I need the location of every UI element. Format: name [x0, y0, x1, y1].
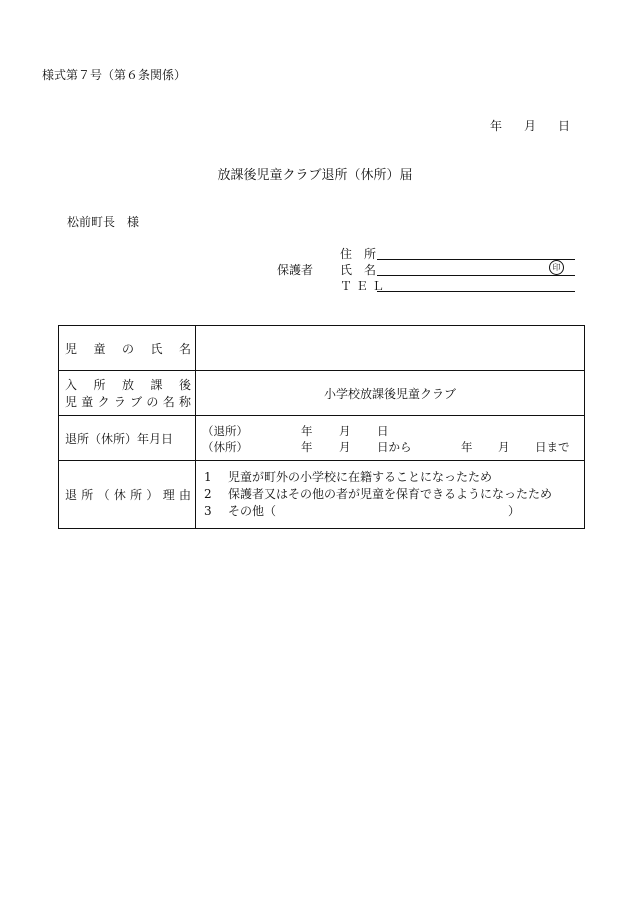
leave-year: 年 [301, 440, 313, 454]
reason-other-close: ） [508, 504, 521, 518]
reason-text: 児童が町外の小学校に在籍することになったため [228, 470, 493, 484]
reason-number: 2 [204, 487, 212, 501]
tel-label: ＴＥＬ [340, 279, 389, 293]
reason-text: 保護者又はその他の者が児童を保育できるようになったため [228, 487, 553, 501]
leave-month: 月 [339, 440, 351, 454]
reason-number: 3 [204, 504, 212, 518]
child-name-label: 児 童 の 氏 名 [59, 326, 196, 371]
date-day-label: 日 [558, 119, 571, 133]
reason-option-3[interactable] [204, 503, 576, 520]
date-year-label: 年 [490, 119, 503, 133]
document-title: 放課後児童クラブ退所（休所）届 [217, 168, 413, 183]
address-field[interactable] [377, 246, 575, 260]
leave-label: （休所） [202, 440, 248, 454]
leave-year-to: 年 [461, 440, 473, 454]
reason-options [196, 461, 585, 529]
withdrawal-day: 日 [377, 424, 389, 438]
address-label: 住 所 [340, 247, 377, 261]
name-field[interactable] [377, 262, 575, 276]
reason-option-2[interactable] [204, 486, 576, 503]
leave-day-from: 日から [377, 440, 412, 454]
form-number: 様式第７号（第６条関係） [42, 68, 187, 82]
club-name-value[interactable]: 小学校放課後児童クラブ [196, 371, 585, 416]
name-label: 氏 名 [340, 263, 377, 277]
date-row [59, 416, 585, 461]
addressee [67, 213, 139, 230]
addressee-honorific: 様 [127, 215, 140, 229]
withdrawal-label: （退所） [202, 424, 248, 438]
child-name-field[interactable] [196, 326, 585, 371]
leave-day-to: 日まで [535, 440, 570, 454]
child-name-row [59, 326, 585, 371]
club-name-label: 入 所 放 課 後 児 童 ク ラ ブ の 名 称 [59, 371, 196, 416]
tel-field[interactable] [377, 278, 575, 292]
withdrawal-month: 月 [339, 424, 351, 438]
withdrawal-form-table [58, 325, 585, 529]
seal-mark: 印 [549, 260, 564, 275]
reason-text: その他（ [228, 504, 277, 518]
reason-row [59, 461, 585, 529]
guardian-label: 保護者 [277, 263, 314, 277]
club-name-row [59, 371, 585, 416]
date-month-label: 月 [524, 119, 537, 133]
leave-month-to: 月 [498, 440, 510, 454]
reason-label: 退 所 （ 休 所 ） 理 由 [59, 461, 196, 529]
date-label: 退所（休所）年月日 [59, 416, 196, 461]
reason-option-1[interactable] [204, 469, 576, 486]
date-line [490, 117, 570, 134]
reason-number: 1 [204, 470, 212, 484]
date-field[interactable] [196, 416, 585, 461]
withdrawal-year: 年 [301, 424, 313, 438]
addressee-name: 松前町長 [67, 215, 116, 229]
